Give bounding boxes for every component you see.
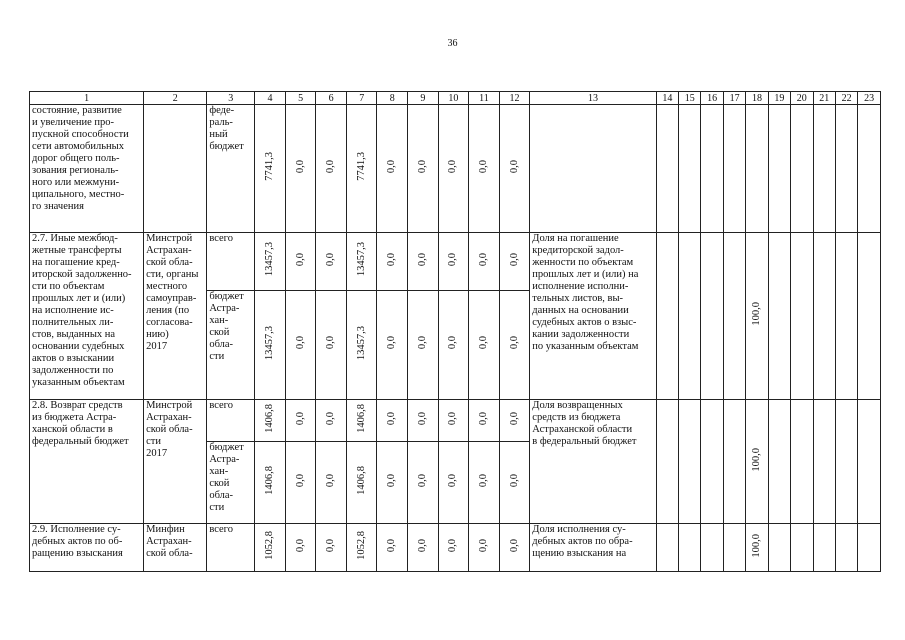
- value-text: 0,0: [294, 538, 306, 553]
- funding-source-cell: бюджет Астра- хан- ской обла- сти: [207, 442, 255, 524]
- target-cell-16: [701, 400, 723, 524]
- value-text: 13457,3: [264, 242, 275, 277]
- target-cell-21: [813, 105, 835, 233]
- value-cell: [499, 524, 530, 572]
- target-cell-16: [701, 233, 723, 400]
- value-text: 0,0: [477, 159, 489, 174]
- indicator-cell: [530, 105, 656, 233]
- value-text: 1406,8: [355, 404, 367, 433]
- value-cell: [255, 400, 286, 442]
- column-number: 9: [408, 92, 439, 105]
- value-text: 0,0: [447, 159, 459, 174]
- value-text: 0,0: [325, 336, 337, 350]
- value-cell: [285, 105, 316, 233]
- target-cell-17: [723, 105, 745, 233]
- target-cell-18: [746, 524, 768, 572]
- value-cell: [408, 105, 439, 233]
- target-cell-16: [701, 105, 723, 233]
- value-text: 0,0: [416, 411, 428, 426]
- value-text: 13457,3: [355, 242, 367, 277]
- target-cell-15: [679, 233, 701, 400]
- value-text: 0,0: [447, 538, 459, 553]
- executor-cell: Минстрой Астрахан- ской обла- сти, органы местного самоуправ- ления (по согласова- нию) 2017: [144, 233, 207, 400]
- target-value: 100,0: [750, 447, 762, 472]
- column-number: 2: [144, 92, 207, 105]
- column-number: 20: [791, 92, 813, 105]
- table-row: [30, 233, 881, 291]
- value-cell: [377, 291, 408, 400]
- target-cell-21: [813, 524, 835, 572]
- value-cell: [438, 291, 469, 400]
- value-cell: [316, 400, 347, 442]
- value-cell: [408, 291, 439, 400]
- value-text: 0,0: [508, 473, 520, 488]
- value-cell: [346, 291, 377, 400]
- value-cell: [255, 524, 286, 572]
- target-cell-23: [858, 233, 881, 400]
- value-cell: [499, 233, 530, 291]
- value-cell: [469, 233, 500, 291]
- column-number: 10: [438, 92, 469, 105]
- value-text: 7741,3: [264, 152, 275, 181]
- value-cell: [499, 105, 530, 233]
- value-cell: [469, 105, 500, 233]
- table-row: [30, 400, 881, 442]
- value-cell: [346, 400, 377, 442]
- value-cell: [469, 524, 500, 572]
- target-cell-20: [791, 233, 813, 400]
- value-text: 0,0: [294, 411, 306, 426]
- value-cell: [316, 442, 347, 524]
- value-cell: [285, 400, 316, 442]
- value-cell: [316, 105, 347, 233]
- value-text: 0,0: [325, 411, 337, 426]
- value-cell: [285, 524, 316, 572]
- value-cell: [316, 291, 347, 400]
- value-text: 0,0: [477, 538, 489, 553]
- value-cell: [469, 400, 500, 442]
- value-cell: [285, 291, 316, 400]
- value-text: 0,0: [508, 159, 520, 174]
- column-number: 16: [701, 92, 723, 105]
- indicator-cell: Доля исполнения су- дебных актов по обра- щению взыскания на: [530, 524, 656, 572]
- target-cell-22: [835, 105, 857, 233]
- column-number: 19: [768, 92, 790, 105]
- value-text: 0,0: [386, 473, 398, 488]
- value-cell: [438, 524, 469, 572]
- value-text: 1406,8: [355, 466, 367, 495]
- value-text: 13457,3: [264, 325, 275, 361]
- value-cell: [408, 524, 439, 572]
- target-cell-20: [791, 105, 813, 233]
- value-cell: [408, 442, 439, 524]
- column-number: 11: [469, 92, 500, 105]
- executor-cell: Минстрой Астрахан- ской обла- сти 2017: [144, 400, 207, 524]
- target-cell-22: [835, 233, 857, 400]
- value-text: 0,0: [447, 411, 459, 426]
- column-number: 8: [377, 92, 408, 105]
- value-text: 0,0: [325, 252, 337, 267]
- target-cell-20: [791, 400, 813, 524]
- value-text: 0,0: [508, 411, 520, 426]
- value-text: 0,0: [508, 336, 520, 350]
- value-text: 0,0: [477, 336, 489, 350]
- value-cell: [377, 442, 408, 524]
- value-text: 0,0: [477, 411, 489, 426]
- target-cell-22: [835, 400, 857, 524]
- target-cell-15: [679, 105, 701, 233]
- value-text: 0,0: [477, 473, 489, 488]
- target-cell-23: [858, 105, 881, 233]
- value-cell: [285, 233, 316, 291]
- indicator-cell: Доля на погашение кредиторской задол- женности по объектам прошлых лет и (или) на исполнение исполни- тельных листов, вы- данных на основании судебных актов о взыс- кании задолженности по указанным объектам: [530, 233, 656, 400]
- value-text: 0,0: [386, 159, 398, 174]
- funding-source-cell: всего: [207, 524, 255, 572]
- target-cell-14: [656, 400, 678, 524]
- value-text: 0,0: [416, 473, 428, 488]
- value-text: 0,0: [325, 159, 337, 174]
- target-cell-21: [813, 400, 835, 524]
- column-number: 4: [255, 92, 286, 105]
- value-cell: [377, 105, 408, 233]
- value-text: 0,0: [447, 252, 459, 267]
- value-text: 0,0: [386, 252, 398, 267]
- value-text: 0,0: [508, 252, 520, 267]
- value-text: 7741,3: [355, 152, 367, 181]
- target-cell-18: [746, 105, 768, 233]
- target-cell-17: [723, 400, 745, 524]
- target-cell-16: [701, 524, 723, 572]
- event-name-cell: состояние, развитие и увеличение про- пускной способности сети автомобильных дорог общего поль- зования региональ- ного или межмуни- ципального, местно- го значения: [30, 105, 144, 233]
- value-cell: [377, 524, 408, 572]
- column-number: 13: [530, 92, 656, 105]
- target-cell-19: [768, 233, 790, 400]
- target-cell-14: [656, 233, 678, 400]
- value-cell: [499, 400, 530, 442]
- funding-source-cell: бюджет Астра- хан- ской обла- сти: [207, 291, 255, 400]
- value-cell: [346, 105, 377, 233]
- executor-cell: Минфин Астрахан- ской обла-: [144, 524, 207, 572]
- value-text: 0,0: [386, 538, 398, 553]
- value-cell: [438, 400, 469, 442]
- value-text: 0,0: [386, 411, 398, 426]
- value-text: 0,0: [294, 336, 306, 350]
- value-text: 0,0: [416, 252, 428, 267]
- value-cell: [438, 442, 469, 524]
- column-number: 17: [723, 92, 745, 105]
- funding-source-cell: феде- раль- ный бюджет: [207, 105, 255, 233]
- column-number: 6: [316, 92, 347, 105]
- target-cell-17: [723, 233, 745, 400]
- value-cell: [255, 442, 286, 524]
- value-cell: [346, 524, 377, 572]
- value-cell: [255, 291, 286, 400]
- target-cell-18: [746, 233, 768, 400]
- value-cell: [408, 233, 439, 291]
- value-text: 1406,8: [264, 466, 275, 495]
- event-name-cell: 2.8. Возврат средств из бюджета Астра- ханской области в федеральный бюджет: [30, 400, 144, 524]
- value-text: 0,0: [325, 473, 337, 488]
- target-cell-18: [746, 400, 768, 524]
- target-cell-21: [813, 233, 835, 400]
- target-cell-23: [858, 400, 881, 524]
- value-cell: [316, 233, 347, 291]
- target-cell-23: [858, 524, 881, 572]
- target-value: 100,0: [750, 302, 762, 326]
- value-text: 13457,3: [355, 325, 367, 361]
- column-number: 1: [30, 92, 144, 105]
- value-cell: [316, 524, 347, 572]
- column-number: 7: [346, 92, 377, 105]
- value-text: 1406,8: [264, 404, 275, 433]
- value-cell: [408, 400, 439, 442]
- table-row: [30, 105, 881, 233]
- value-text: 0,0: [447, 336, 459, 350]
- column-number: 22: [835, 92, 857, 105]
- target-cell-20: [791, 524, 813, 572]
- value-text: 0,0: [386, 336, 398, 350]
- value-text: 0,0: [294, 473, 306, 488]
- value-cell: [499, 291, 530, 400]
- value-text: 0,0: [294, 252, 306, 267]
- value-cell: [438, 105, 469, 233]
- value-cell: [346, 442, 377, 524]
- value-cell: [469, 442, 500, 524]
- event-name-cell: 2.7. Иные межбюд- жетные трансферты на погашение кред- иторской задолженно- сти по объектам прошлых лет и (или) на исполнение ис- полнительных ли- стов, выданных на основании судебных актов о взыскании задолженности по указанным объектам: [30, 233, 144, 400]
- target-cell-19: [768, 524, 790, 572]
- value-text: 0,0: [508, 538, 520, 553]
- column-number: 23: [858, 92, 881, 105]
- target-cell-17: [723, 524, 745, 572]
- value-cell: [255, 105, 286, 233]
- value-text: 0,0: [325, 538, 337, 553]
- column-number: 21: [813, 92, 835, 105]
- value-text: 1052,8: [264, 531, 275, 560]
- table-row: [30, 524, 881, 572]
- value-text: 0,0: [416, 159, 428, 174]
- value-text: 0,0: [447, 473, 459, 488]
- target-cell-22: [835, 524, 857, 572]
- funding-source-cell: всего: [207, 400, 255, 442]
- funding-source-cell: всего: [207, 233, 255, 291]
- target-cell-19: [768, 400, 790, 524]
- column-number: 18: [746, 92, 768, 105]
- value-text: 1052,8: [355, 531, 367, 560]
- value-cell: [499, 442, 530, 524]
- value-cell: [377, 233, 408, 291]
- value-cell: [377, 400, 408, 442]
- event-name-cell: 2.9. Исполнение су- дебных актов по об- ращению взыскания: [30, 524, 144, 572]
- target-cell-15: [679, 524, 701, 572]
- value-cell: [285, 442, 316, 524]
- program-table: [29, 91, 881, 572]
- value-cell: [469, 291, 500, 400]
- value-text: 0,0: [416, 538, 428, 553]
- value-cell: [346, 233, 377, 291]
- column-number: 5: [285, 92, 316, 105]
- column-number: 14: [656, 92, 678, 105]
- target-value: 100,0: [750, 533, 762, 558]
- value-cell: [255, 233, 286, 291]
- target-cell-15: [679, 400, 701, 524]
- column-number-row: [30, 92, 881, 105]
- column-number: 3: [207, 92, 255, 105]
- target-cell-14: [656, 524, 678, 572]
- indicator-cell: Доля возвращенных средств из бюджета Астраханской области в федеральный бюджет: [530, 400, 656, 524]
- column-number: 12: [499, 92, 530, 105]
- target-cell-19: [768, 105, 790, 233]
- value-text: 0,0: [416, 336, 428, 350]
- value-text: 0,0: [477, 252, 489, 267]
- page-number: 36: [447, 38, 458, 49]
- value-text: 0,0: [294, 159, 306, 174]
- target-cell-14: [656, 105, 678, 233]
- value-cell: [438, 233, 469, 291]
- executor-cell: [144, 105, 207, 233]
- column-number: 15: [679, 92, 701, 105]
